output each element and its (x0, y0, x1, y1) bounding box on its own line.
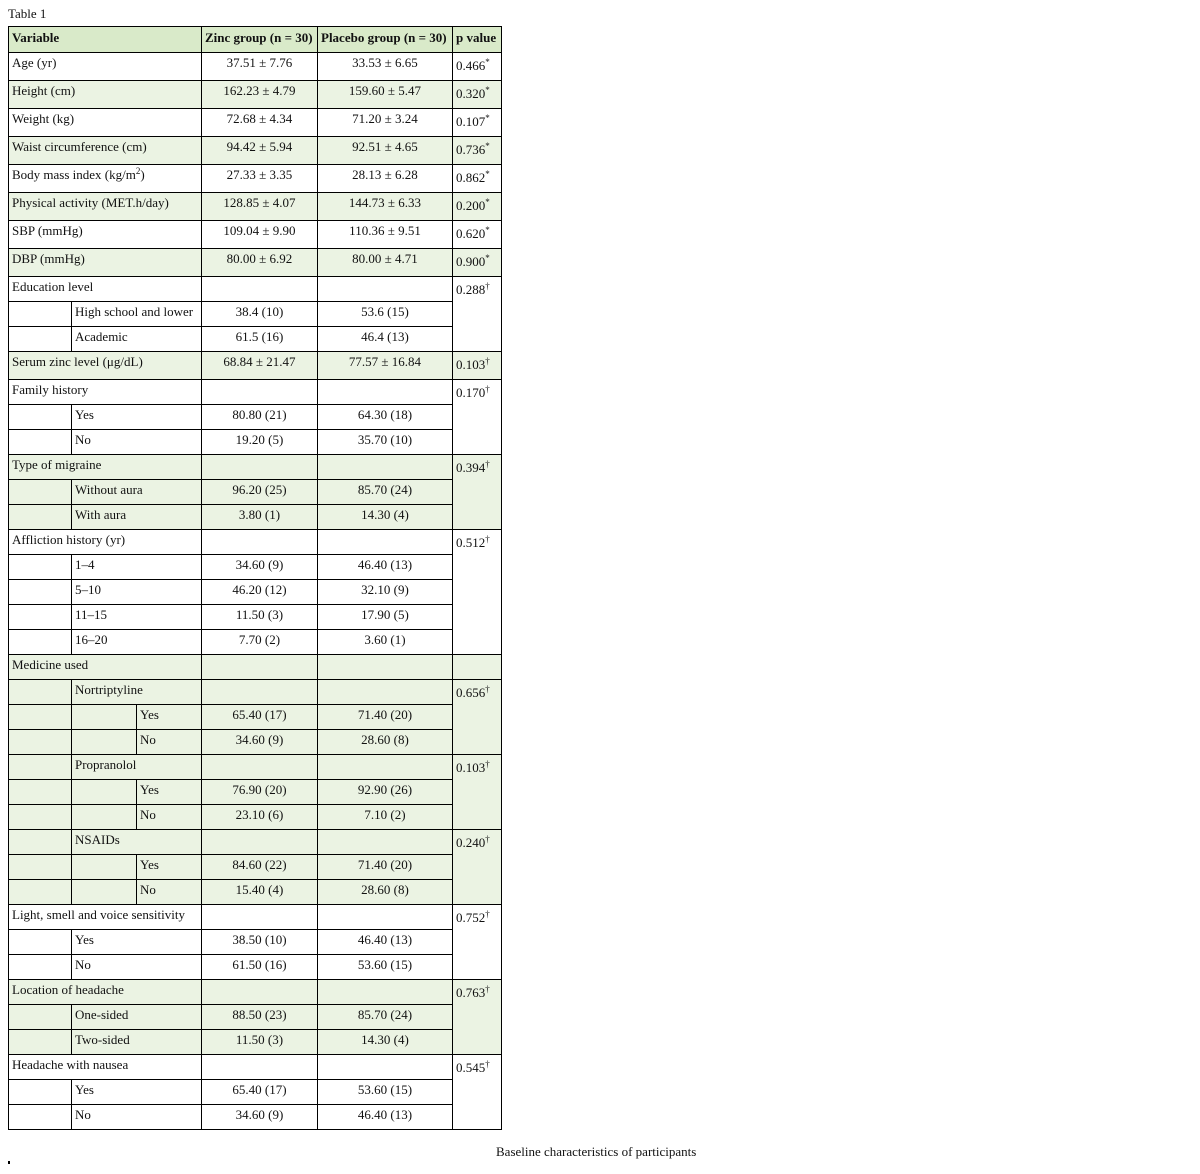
sub-row-label: One-sided (72, 1005, 202, 1030)
p-value (453, 455, 502, 530)
zinc-value: 19.20 (5) (202, 430, 318, 455)
table-row (9, 302, 502, 327)
table-row (9, 480, 502, 505)
bmi-label: Body mass index (kg/m (12, 167, 136, 182)
row-label: Physical activity (MET.h/day) (9, 193, 202, 221)
p-value-number: 0.545 (456, 1060, 486, 1075)
placebo-value: 77.57 ± 16.84 (318, 352, 453, 380)
row-label: Age (yr) (9, 53, 202, 81)
table-row (9, 221, 502, 249)
row-label (9, 165, 202, 193)
sub-row-label: Nortriptyline (72, 680, 202, 705)
placebo-value: 7.10 (2) (318, 805, 453, 830)
p-value-number: 0.103 (456, 760, 486, 775)
placebo-value: 71.40 (20) (318, 855, 453, 880)
p-value (453, 221, 502, 249)
zinc-value: 65.40 (17) (202, 705, 318, 730)
p-value-number: 0.656 (456, 685, 486, 700)
p-value (453, 81, 502, 109)
table-row (9, 81, 502, 109)
placebo-value: 92.51 ± 4.65 (318, 137, 453, 165)
table-row (9, 1105, 502, 1130)
sub-row-label: High school and lower (72, 302, 202, 327)
sub-row-label: Academic (72, 327, 202, 352)
sub-sub-row-label: Yes (137, 780, 202, 805)
placebo-value: 32.10 (9) (318, 580, 453, 605)
table-row (9, 780, 502, 805)
p-value (453, 352, 502, 380)
placebo-value: 46.40 (13) (318, 555, 453, 580)
zinc-value: 34.60 (9) (202, 1105, 318, 1130)
p-value (453, 905, 502, 980)
sub-row-label: NSAIDs (72, 830, 202, 855)
p-value (453, 109, 502, 137)
zinc-value: 96.20 (25) (202, 480, 318, 505)
zinc-value: 61.5 (16) (202, 327, 318, 352)
zinc-value: 128.85 ± 4.07 (202, 193, 318, 221)
sub-row-label: Propranolol (72, 755, 202, 780)
placebo-value: 28.60 (8) (318, 880, 453, 905)
row-label: Education level (9, 277, 202, 302)
placebo-value: 46.40 (13) (318, 930, 453, 955)
footnote-mark: † (485, 356, 490, 366)
p-value-number: 0.620 (456, 226, 486, 241)
sub-row-label: No (72, 1105, 202, 1130)
table-row (9, 193, 502, 221)
table-row (9, 580, 502, 605)
placebo-value: 28.13 ± 6.28 (318, 165, 453, 193)
table-row (9, 430, 502, 455)
table-row (9, 855, 502, 880)
table-label: Table 1 (8, 6, 47, 21)
row-label: DBP (mmHg) (9, 249, 202, 277)
row-label: Family history (9, 380, 202, 405)
zinc-value: 94.42 ± 5.94 (202, 137, 318, 165)
table-row (9, 137, 502, 165)
footnote-mark: † (485, 759, 490, 769)
zinc-value: 46.20 (12) (202, 580, 318, 605)
baseline-characteristics-table (8, 26, 502, 1130)
row-label: Headache with nausea (9, 1055, 202, 1080)
row-label: Light, smell and voice sensitivity (9, 905, 202, 930)
table-row (9, 165, 502, 193)
placebo-value: 14.30 (4) (318, 1030, 453, 1055)
placebo-value: 3.60 (1) (318, 630, 453, 655)
p-value-number: 0.394 (456, 460, 486, 475)
footnote-mark: † (485, 534, 490, 544)
row-label: Waist circumference (cm) (9, 137, 202, 165)
row-label: SBP (mmHg) (9, 221, 202, 249)
placebo-value: 46.40 (13) (318, 1105, 453, 1130)
footnote-mark: † (485, 834, 490, 844)
sub-sub-row-label: No (137, 880, 202, 905)
zinc-value: 72.68 ± 4.34 (202, 109, 318, 137)
placebo-value: 28.60 (8) (318, 730, 453, 755)
p-value-number: 0.900 (456, 254, 486, 269)
footnote-mark: * (485, 197, 490, 207)
row-label: Affliction history (yr) (9, 530, 202, 555)
header-variable: Variable (9, 27, 202, 53)
placebo-value: 92.90 (26) (318, 780, 453, 805)
p-value-number: 0.736 (456, 142, 486, 157)
placebo-value: 85.70 (24) (318, 480, 453, 505)
table-row (9, 905, 502, 930)
footnote-mark: † (485, 459, 490, 469)
p-value-number: 0.103 (456, 357, 486, 372)
sub-row-label: Without aura (72, 480, 202, 505)
footnote-mark: † (485, 384, 490, 394)
table-row (9, 980, 502, 1005)
sub-sub-row-label: No (137, 805, 202, 830)
table-row (9, 352, 502, 380)
sub-sub-row-label: No (137, 730, 202, 755)
table-row (9, 655, 502, 680)
p-value-number: 0.466 (456, 58, 486, 73)
zinc-value: 3.80 (1) (202, 505, 318, 530)
placebo-value: 46.4 (13) (318, 327, 453, 352)
table-row (9, 53, 502, 81)
sub-row-label: Yes (72, 930, 202, 955)
p-value-number: 0.107 (456, 114, 486, 129)
table-row (9, 1080, 502, 1105)
p-value (453, 1055, 502, 1130)
placebo-value: 14.30 (4) (318, 505, 453, 530)
p-value-number: 0.763 (456, 985, 486, 1000)
table-row (9, 705, 502, 730)
zinc-value: 34.60 (9) (202, 730, 318, 755)
sub-row-label: 5–10 (72, 580, 202, 605)
zinc-value: 11.50 (3) (202, 605, 318, 630)
table-row (9, 1005, 502, 1030)
placebo-value: 35.70 (10) (318, 430, 453, 455)
table-row (9, 380, 502, 405)
row-label: Serum zinc level (μg/dL) (9, 352, 202, 380)
footnote-mark: † (485, 984, 490, 994)
p-value (453, 137, 502, 165)
table-row (9, 955, 502, 980)
footnote-mark: * (485, 225, 490, 235)
zinc-value: 38.4 (10) (202, 302, 318, 327)
zinc-value: 27.33 ± 3.35 (202, 165, 318, 193)
zinc-value: 7.70 (2) (202, 630, 318, 655)
table-row (9, 630, 502, 655)
zinc-value: 65.40 (17) (202, 1080, 318, 1105)
sub-row-label: No (72, 430, 202, 455)
zinc-value: 37.51 ± 7.76 (202, 53, 318, 81)
sub-sub-row-label: Yes (137, 855, 202, 880)
footnote-mark: * (485, 253, 490, 263)
p-value-number: 0.320 (456, 86, 486, 101)
sub-row-label: Yes (72, 405, 202, 430)
table-caption: Baseline characteristics of participants (496, 1144, 697, 1159)
placebo-value: 71.20 ± 3.24 (318, 109, 453, 137)
table-row (9, 1055, 502, 1080)
footnote-mark: † (485, 909, 490, 919)
sub-row-label: No (72, 955, 202, 980)
p-value-number: 0.200 (456, 198, 486, 213)
zinc-value: 34.60 (9) (202, 555, 318, 580)
table-row (9, 327, 502, 352)
zinc-value: 109.04 ± 9.90 (202, 221, 318, 249)
zinc-value: 61.50 (16) (202, 955, 318, 980)
zinc-value: 88.50 (23) (202, 1005, 318, 1030)
zinc-value: 84.60 (22) (202, 855, 318, 880)
bmi-label-exponent: 2 (135, 166, 141, 176)
placebo-value: 53.60 (15) (318, 1080, 453, 1105)
footnote-mark: † (485, 1059, 490, 1069)
placebo-value: 159.60 ± 5.47 (318, 81, 453, 109)
zinc-value: 80.80 (21) (202, 405, 318, 430)
table-row (9, 880, 502, 905)
header-zinc-group: Zinc group (n = 30) (202, 27, 318, 53)
footnote-mark: † (485, 684, 490, 694)
table-row (9, 680, 502, 705)
p-value-number: 0.752 (456, 910, 486, 925)
footnote-mark: * (485, 113, 490, 123)
p-value (453, 530, 502, 655)
p-value (453, 830, 502, 905)
table-row (9, 830, 502, 855)
table-row (9, 1030, 502, 1055)
table-row (9, 249, 502, 277)
p-value (453, 249, 502, 277)
p-value (453, 380, 502, 455)
row-label: Type of migraine (9, 455, 202, 480)
header-row (9, 27, 502, 53)
placebo-value: 71.40 (20) (318, 705, 453, 730)
row-label: Location of headache (9, 980, 202, 1005)
sub-row-label: Yes (72, 1080, 202, 1105)
p-value-number: 0.170 (456, 385, 486, 400)
sub-sub-row-label: Yes (137, 705, 202, 730)
stray-mark (8, 1161, 10, 1164)
table-row (9, 930, 502, 955)
placebo-value: 144.73 ± 6.33 (318, 193, 453, 221)
p-value-number: 0.512 (456, 535, 486, 550)
p-value (453, 277, 502, 352)
placebo-value: 17.90 (5) (318, 605, 453, 630)
placebo-value: 85.70 (24) (318, 1005, 453, 1030)
row-label: Medicine used (9, 655, 202, 680)
row-label: Weight (kg) (9, 109, 202, 137)
sub-row-label: With aura (72, 505, 202, 530)
sub-row-label: 16–20 (72, 630, 202, 655)
table-row (9, 755, 502, 780)
placebo-value: 33.53 ± 6.65 (318, 53, 453, 81)
zinc-value: 11.50 (3) (202, 1030, 318, 1055)
zinc-value: 80.00 ± 6.92 (202, 249, 318, 277)
table-row (9, 505, 502, 530)
zinc-value: 76.90 (20) (202, 780, 318, 805)
table-row (9, 530, 502, 555)
footnote-mark: * (485, 85, 490, 95)
zinc-value: 68.84 ± 21.47 (202, 352, 318, 380)
footnote-mark: * (485, 57, 490, 67)
p-value (453, 193, 502, 221)
placebo-value: 110.36 ± 9.51 (318, 221, 453, 249)
p-value (453, 980, 502, 1055)
zinc-value: 162.23 ± 4.79 (202, 81, 318, 109)
row-label: Height (cm) (9, 81, 202, 109)
p-value-number: 0.288 (456, 282, 486, 297)
table-row (9, 109, 502, 137)
table-row (9, 555, 502, 580)
placebo-value: 53.6 (15) (318, 302, 453, 327)
footnote-mark: † (485, 281, 490, 291)
zinc-value: 15.40 (4) (202, 880, 318, 905)
zinc-value: 38.50 (10) (202, 930, 318, 955)
table-row (9, 405, 502, 430)
p-value (453, 755, 502, 830)
zinc-value: 23.10 (6) (202, 805, 318, 830)
table-row (9, 805, 502, 830)
footnote-mark: * (485, 169, 490, 179)
sub-row-label: Two-sided (72, 1030, 202, 1055)
placebo-value: 53.60 (15) (318, 955, 453, 980)
p-value-number: 0.240 (456, 835, 486, 850)
p-value (453, 165, 502, 193)
placebo-value: 80.00 ± 4.71 (318, 249, 453, 277)
p-value-number: 0.862 (456, 170, 486, 185)
placebo-value: 64.30 (18) (318, 405, 453, 430)
table-row (9, 277, 502, 302)
sub-row-label: 11–15 (72, 605, 202, 630)
table-row (9, 605, 502, 630)
header-p-value: p value (453, 27, 502, 53)
bmi-label-close: ) (140, 167, 145, 182)
table-row (9, 730, 502, 755)
p-value (453, 680, 502, 755)
table-row (9, 455, 502, 480)
footnote-mark: * (485, 141, 490, 151)
p-value (453, 53, 502, 81)
sub-row-label: 1–4 (72, 555, 202, 580)
header-placebo-group: Placebo group (n = 30) (318, 27, 453, 53)
